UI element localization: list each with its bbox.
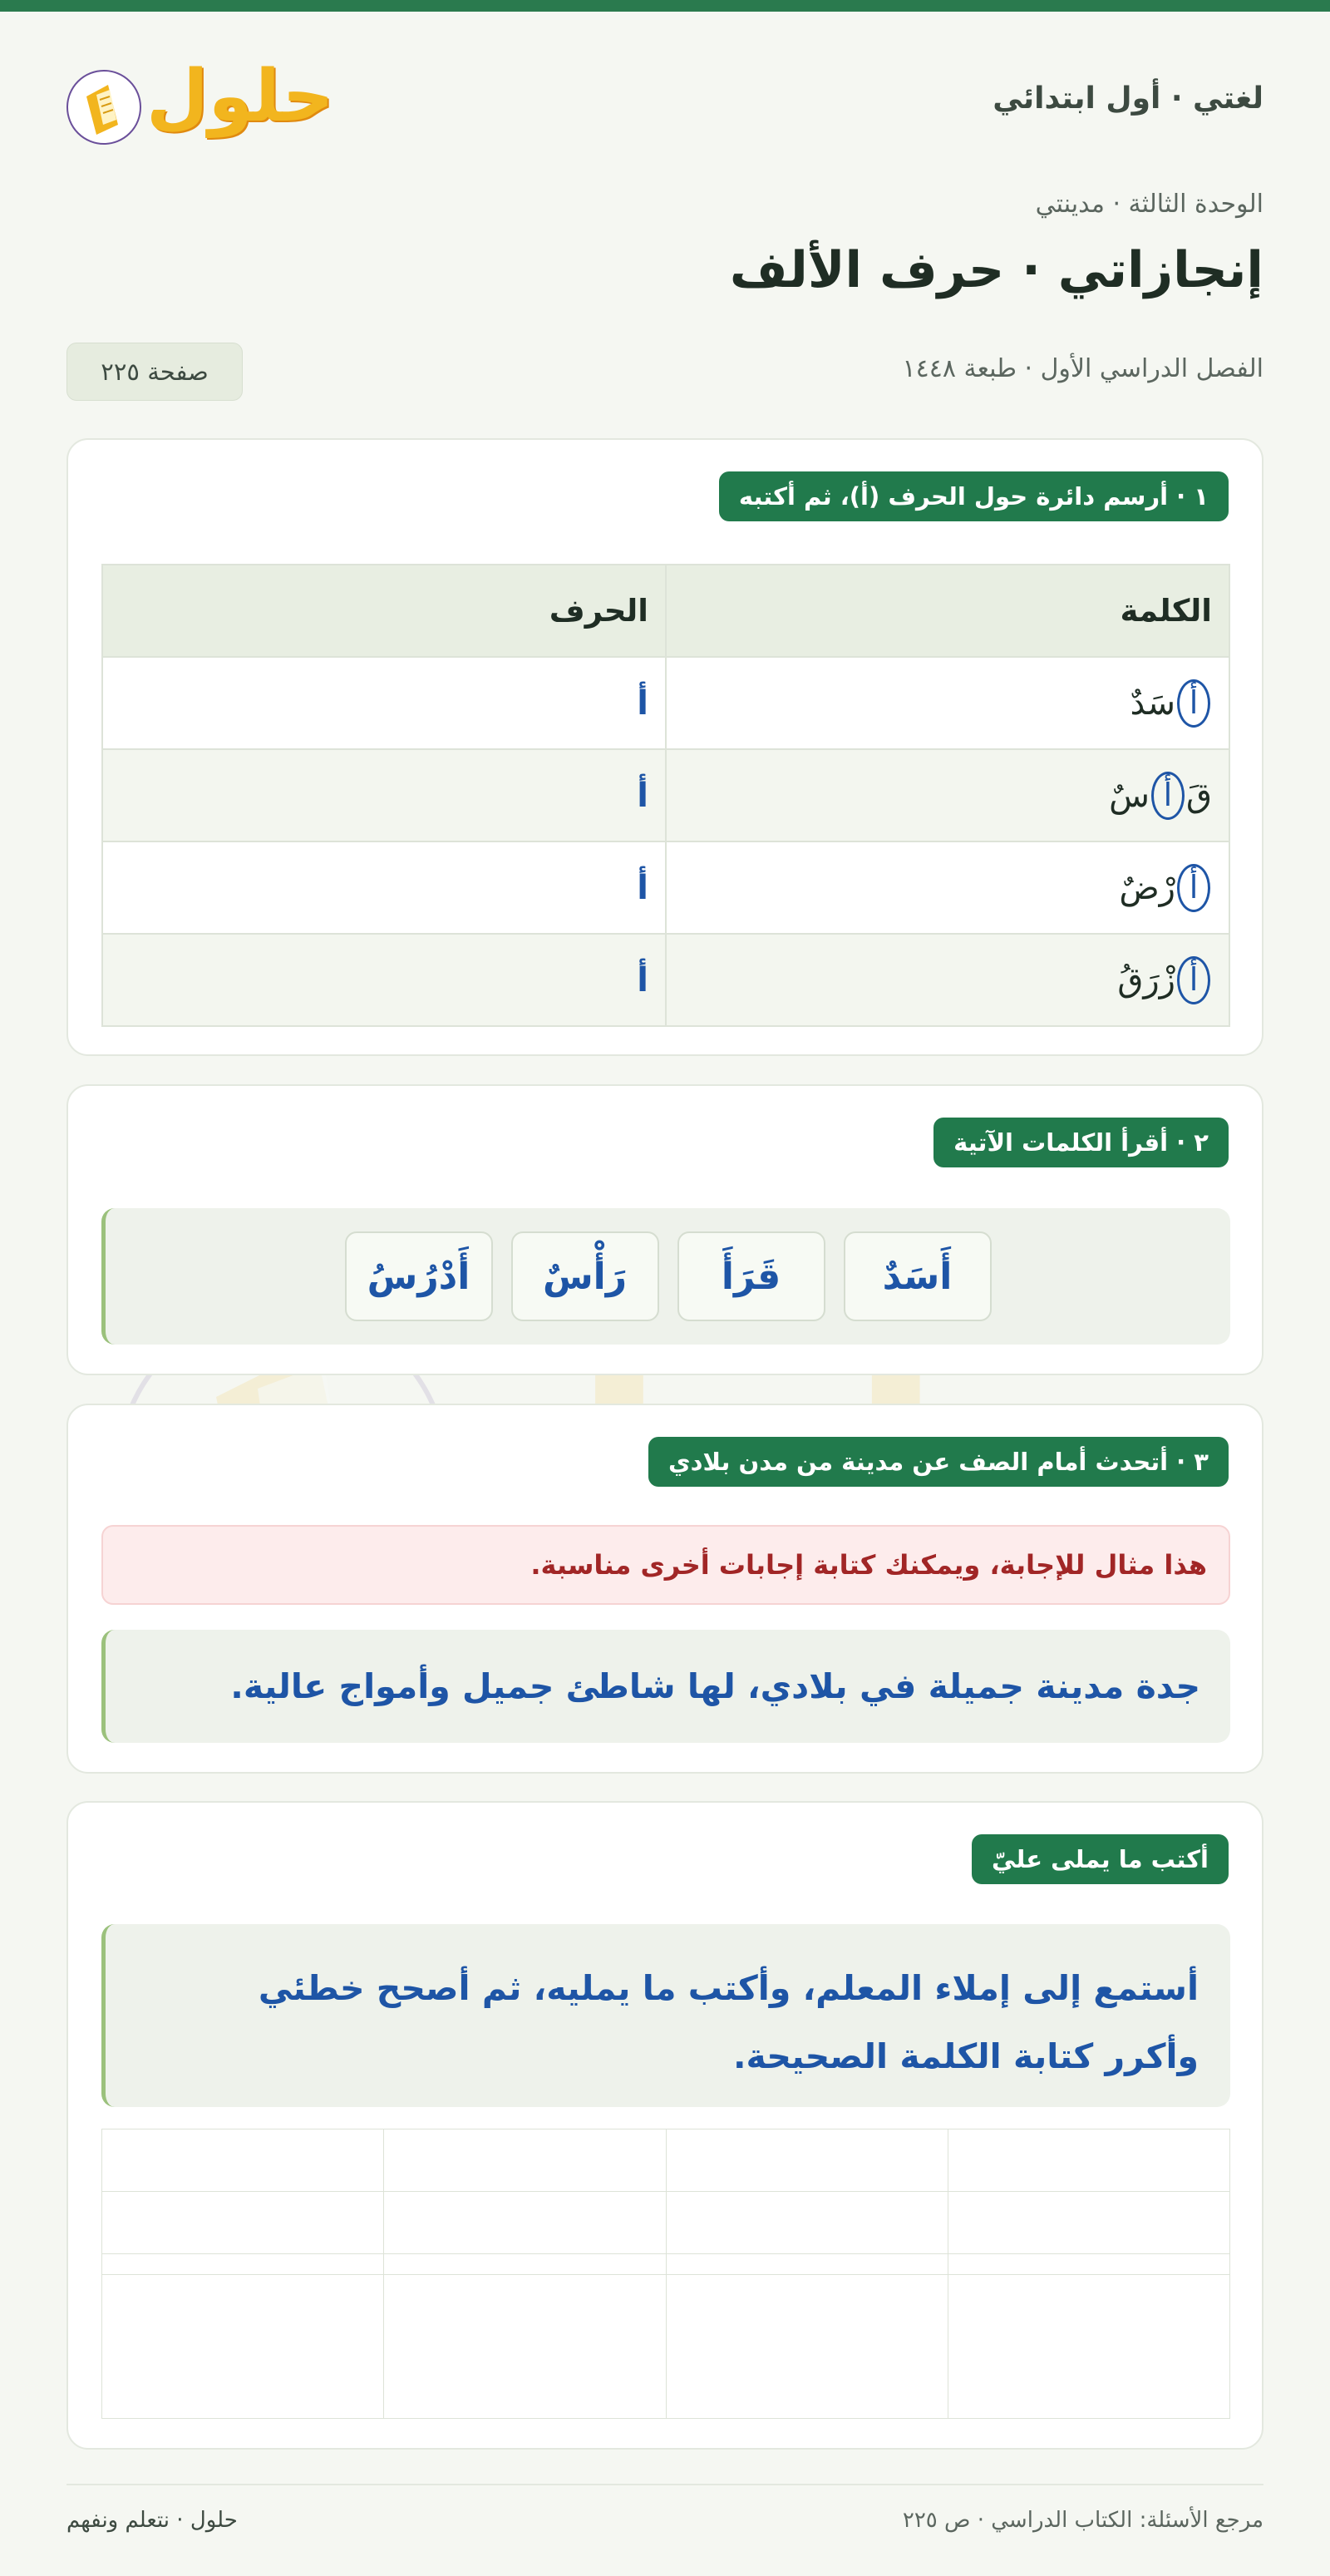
letter-table [101,564,1230,1027]
column-header-letter: الحرف [102,565,666,657]
book-icon [66,70,141,145]
writing-cell[interactable] [666,2192,948,2254]
answer-box: جدة مدينة جميلة في بلادي، لها شاطئ جميل وأمواج عالية. [101,1630,1230,1743]
writing-cell[interactable] [666,2129,948,2192]
site-logo[interactable] [66,52,334,160]
circled-letter: أ [1151,772,1185,820]
writing-cell[interactable] [948,2254,1229,2275]
writing-cell[interactable] [384,2192,666,2254]
writing-cell[interactable] [384,2129,666,2192]
footer-divider [66,2484,1264,2485]
dictation-instruction: أستمع إلى إملاء المعلم، وأكتب ما يمليه، ثم أصحح خطئي وأكرر كتابة الكلمة الصحيحة. [101,1924,1230,2107]
page-title: إنجازاتي · حرف الألف [729,241,1264,299]
word-part-before: قَ [1185,776,1212,815]
writing-cell[interactable] [384,2275,666,2419]
column-header-word: الكلمة [666,565,1229,657]
unit-label: الوحدة الثالثة · مدينتي [1035,190,1264,219]
footer-reference: مرجع الأسئلة: الكتاب الدراسي · ص ٢٢٥ [902,2508,1264,2533]
section-title-pill: ٢ · أقرأ الكلمات الآتية [933,1118,1229,1167]
example-note: هذا مثال للإجابة، ويمكنك كتابة إجابات أخرى مناسبة. [101,1525,1230,1605]
writing-cell[interactable] [384,2254,666,2275]
word-cell [666,749,1229,841]
section-dictation [66,1801,1264,2450]
word-chip: رَأْسٌ [511,1231,659,1321]
semester-label: الفصل الدراسي الأول · طبعة ١٤٤٨ [902,354,1264,383]
word-chips-box [101,1208,1230,1345]
letter-answer-cell: أ [102,934,666,1026]
logo-wordmark: حلول [146,55,334,138]
footer-tagline: حلول · نتعلم ونفهم [66,2508,238,2533]
writing-cell[interactable] [948,2129,1229,2192]
section-title-pill: ١ · أرسم دائرة حول الحرف (أ)، ثم أكتبه [719,471,1229,521]
word-part-after: سٌ [1109,776,1150,815]
letter-answer-cell: أ [102,841,666,934]
section-title-pill: أكتب ما يملى عليّ [972,1834,1229,1884]
table-row [102,749,1229,841]
circled-letter: أ [1177,864,1210,912]
circled-letter: أ [1177,679,1210,728]
letter-answer-cell: أ [102,657,666,749]
section-title-pill: ٣ · أتحدث أمام الصف عن مدينة من مدن بلادي [648,1437,1229,1487]
table-row [102,934,1229,1026]
table-row [102,657,1229,749]
brand-title: لغتي · أول ابتدائي [993,81,1264,116]
top-accent-bar [0,0,1330,12]
table-header-row [102,565,1229,657]
word-cell [666,934,1229,1026]
writing-cell[interactable] [102,2254,384,2275]
section-read-words [66,1084,1264,1375]
page-badge: صفحة ٢٢٥ [66,343,243,401]
word-with-circled-letter [1119,864,1212,912]
word-cell [666,657,1229,749]
word-chip: قَرَأَ [677,1231,825,1321]
word-chip: أَسَدٌ [844,1231,992,1321]
writing-cell[interactable] [948,2192,1229,2254]
table-row [102,841,1229,934]
writing-grid [101,2129,1230,2419]
header [66,52,1264,160]
writing-cell[interactable] [102,2275,384,2419]
word-with-circled-letter [1130,679,1212,728]
section-speak-city [66,1404,1264,1774]
word-chip: أَدْرُسُ [345,1231,493,1321]
writing-cell[interactable] [102,2192,384,2254]
word-cell [666,841,1229,934]
word-part-after: زْرَقُ [1117,960,1175,999]
word-with-circled-letter [1109,772,1212,820]
writing-cell[interactable] [666,2275,948,2419]
word-with-circled-letter [1117,956,1212,1004]
circled-letter: أ [1177,956,1210,1004]
letter-answer-cell: أ [102,749,666,841]
section-circle-letter [66,438,1264,1056]
writing-cell[interactable] [666,2254,948,2275]
writing-cell[interactable] [948,2275,1229,2419]
word-part-after: رْضٌ [1119,868,1175,907]
word-part-after: سَدٌ [1130,683,1175,723]
writing-cell[interactable] [102,2129,384,2192]
